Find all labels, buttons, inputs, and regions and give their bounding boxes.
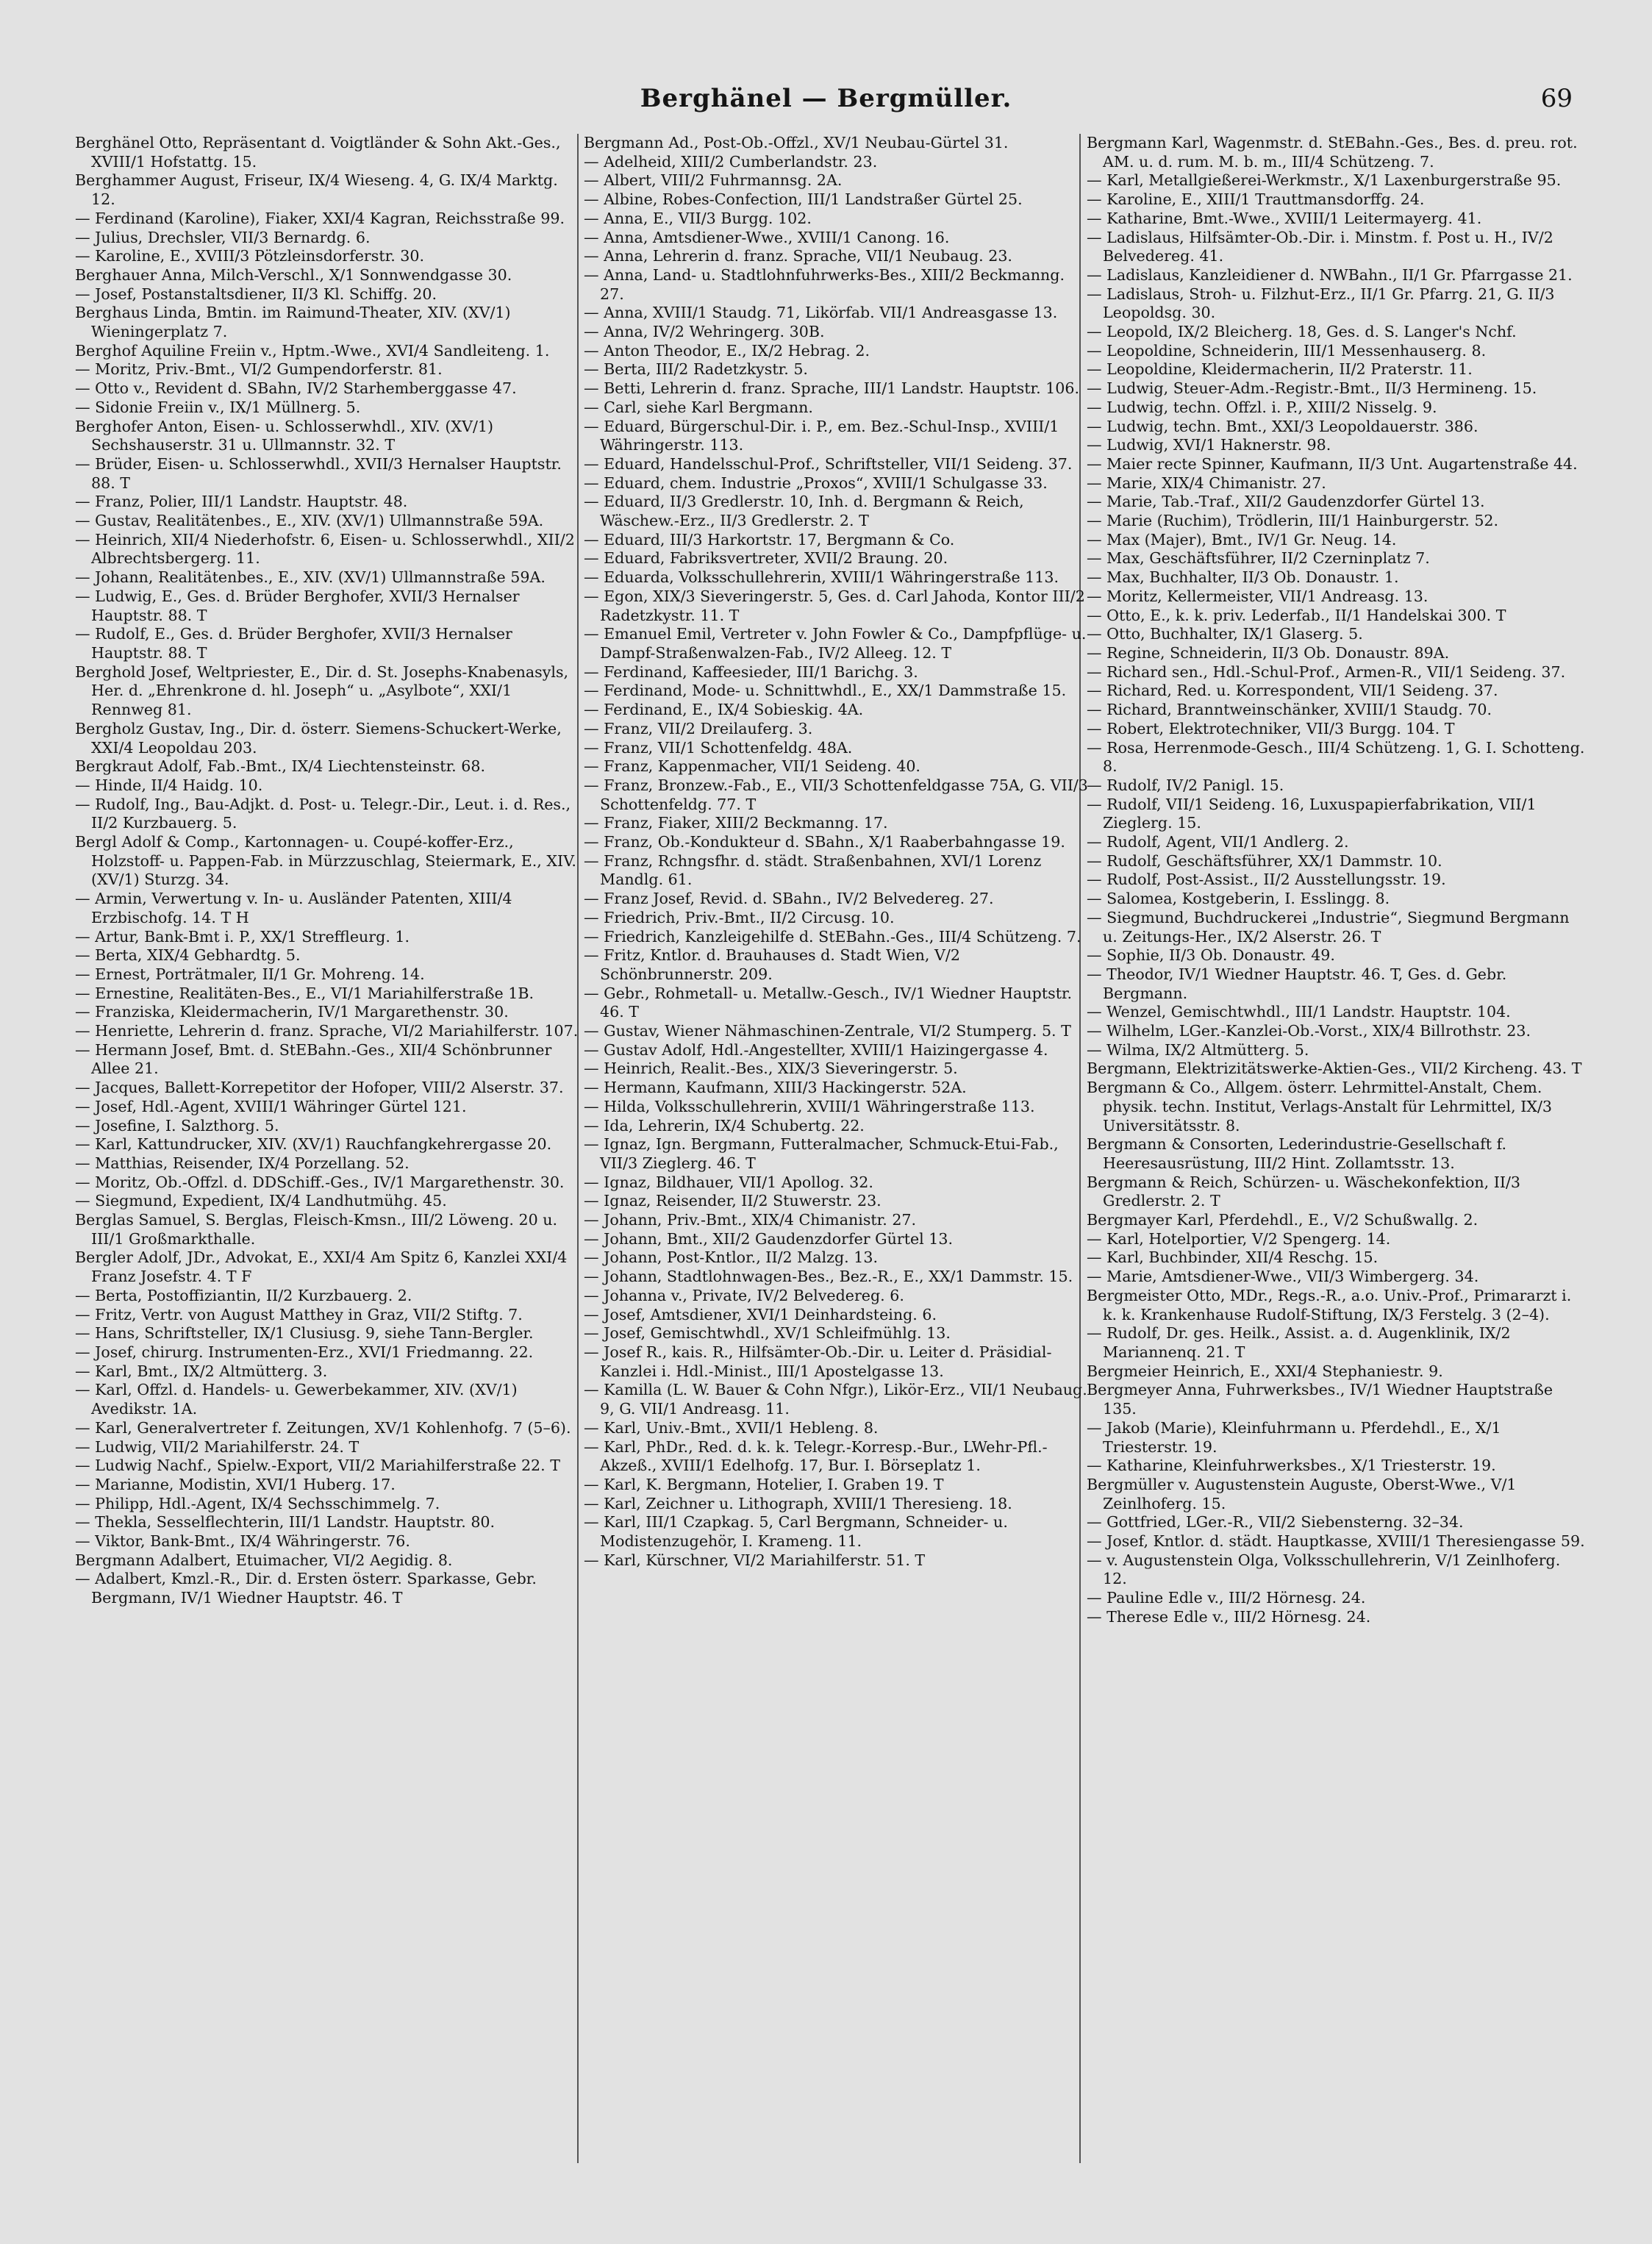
directory-entry: — Moritz, Kellermeister, VII/1 Andreasg. 13. [1087,587,1428,605]
directory-entry: — Anna, Lehrerin d. franz. Sprache, VII/1 Neubaug. 23. [584,247,1012,265]
directory-entry: — Ludwig, techn. Bmt., XXI/3 Leopoldauerstr. 386. [1087,417,1478,435]
directory-entry: — Philipp, Hdl.-Agent, IX/4 Sechsschimmelg. 7. [75,1494,440,1512]
directory-entry: — Josef, Gemischtwhdl., XV/1 Schleifmühlg. 13. [584,1324,951,1343]
directory-entry: — Siegmund, Expedient, IX/4 Landhutmühg. 45. [75,1192,447,1210]
directory-entry: Bergholz Gustav, Ing., Dir. d. österr. Siemens-Schuckert-Werke, XXI/4 Leopoldau 203. [75,719,562,757]
directory-entry: Bergmann & Consorten, Lederindustrie-Gesellschaft f. Heeresausrüstung, III/2 Hint. Zollamtsstr. 13. [1087,1135,1507,1172]
directory-entry: — Albert, VIII/2 Fuhrmannsg. 2A. [584,171,843,190]
directory-entry: Bergmann & Co., Allgem. österr. Lehrmittel-Anstalt, Chem. physik. techn. Institut, Verlags-Anstalt für Lehrmittel, IX/3 Universitätsstr. 8. [1087,1079,1553,1134]
directory-entry: — Karoline, E., XVIII/3 Pötzleinsdorferstr. 30. [75,247,425,265]
directory-entry: — Gustav Adolf, Hdl.-Angestellter, XVIII/1 Haizingergasse 4. [584,1040,1048,1059]
directory-entry: — Otto v., Revident d. SBahn, IV/2 Starhemberggasse 47. [75,379,517,398]
directory-entry: — Eduard, Fabriksvertreter, XVII/2 Braung. 20. [584,549,948,568]
directory-entry: — Regine, Schneiderin, II/3 Ob. Donaustr. 89A. [1087,643,1450,662]
directory-entry: — Ignaz, Bildhauer, VII/1 Apollog. 32. [584,1173,873,1191]
directory-entry: — Anna, XVIII/1 Staudg. 71, Likörfab. VII/1 Andreasgasse 13. [584,304,1058,322]
directory-entry: Bergler Adolf, JDr., Advokat, E., XXI/4 Am Spitz 6, Kanzlei XXI/4 Franz Josefstr. 4. T F [75,1248,568,1286]
directory-entry: — Eduard, chem. Industrie „Proxos“, XVIII/1 Schulgasse 33. [584,474,1048,492]
directory-entry: — Ferdinand, E., IX/4 Sobieskig. 4A. [584,701,864,719]
directory-entry: — Ludwig, Steuer-Adm.-Registr.-Bmt., II/3 Hermineng. 15. [1087,379,1537,398]
directory-entry: — Siegmund, Buchdruckerei „Industrie“, Siegmund Bergmann u. Zeitungs-Her., IX/2 Alserstr. 26. T [1087,908,1570,946]
directory-entry: — Richard sen., Hdl.-Schul-Prof., Armen-R., VII/1 Seideng. 37. [1087,662,1566,681]
directory-entry: — Wilma, IX/2 Altmütterg. 5. [1087,1040,1309,1059]
directory-entry: — Heinrich, XII/4 Niederhofstr. 6, Eisen- u. Schlosserwhdl., XII/2 Albrechtsbergerg. 11. [75,530,575,568]
directory-entry: — Ludwig Nachf., Spielw.-Export, VII/2 Mariahilferstraße 22. T [75,1457,560,1475]
directory-entry: — Franz, Fiaker, XIII/2 Beckmanng. 17. [584,814,888,832]
directory-entry: — Gustav, Realitätenbes., E., XIV. (XV/1) Ullmannstraße 59A. [75,512,544,530]
directory-entry: — Eduard, Bürgerschul-Dir. i. P., em. Bez.-Schul-Insp., XVIII/1 Währingerstr. 113. [584,417,1059,454]
directory-entry: Bergmann Karl, Wagenmstr. d. StEBahn.-Ges., Bes. d. preu. rot. AM. u. d. rum. M. b. m., III/4 Schützeng. 7. [1087,134,1578,171]
directory-entry: Bergl Adolf & Comp., Kartonnagen- u. Coupé-koffer-Erz., Holzstoff- u. Pappen-Fab. in Mürzzuschlag, Steiermark, E., XIV. (XV/1) Sturzg. 34. [75,833,576,889]
directory-entry: — Rosa, Herrenmode-Gesch., III/4 Schützeng. 1, G. I. Schotteng. 8. [1087,738,1585,776]
running-head: Berghänel — Bergmüller. [640,84,1012,113]
directory-entry: — Johann, Priv.-Bmt., XIX/4 Chimanistr. 27. [584,1211,917,1229]
directory-entry: — Franziska, Kleidermacherin, IV/1 Margarethenstr. 30. [75,1003,509,1021]
directory-entry: — Viktor, Bank-Bmt., IX/4 Währingerstr. 76. [75,1532,410,1551]
directory-entry: — Richard, Branntweinschänker, XVIII/1 Staudg. 70. [1087,701,1492,719]
directory-entry: — Max, Geschäftsführer, II/2 Czerninplatz 7. [1087,549,1430,568]
directory-entry: — Ferdinand (Karoline), Fiaker, XXI/4 Kagran, Reichsstraße 99. [75,209,565,227]
directory-entry: — Maier recte Spinner, Kaufmann, II/3 Unt. Augartenstraße 44. [1087,454,1578,473]
page-number: 69 [1540,84,1573,113]
directory-entry: — Anna, Land- u. Stadtlohnfuhrwerks-Bes., XIII/2 Beckmanng. 27. [584,265,1065,303]
directory-entry: — Karl, Kattundrucker, XIV. (XV/1) Rauchfangkehrergasse 20. [75,1135,552,1154]
directory-entry: — Anton Theodor, E., IX/2 Hebrag. 2. [584,341,870,360]
directory-entry: — Eduard, III/3 Harkortstr. 17, Bergmann & Co. [584,530,955,549]
directory-entry: — Hinde, II/4 Haidg. 10. [75,776,263,794]
directory-entry: — Carl, siehe Karl Bergmann. [584,398,813,416]
directory-entry: — Albine, Robes-Confection, III/1 Landstraßer Gürtel 25. [584,190,1023,209]
directory-entry: — Johann, Bmt., XII/2 Gaudenzdorfer Gürtel 13. [584,1229,954,1248]
directory-entry: — Berta, Postoffiziantin, II/2 Kurzbauerg. 2. [75,1286,412,1304]
directory-entry: — Katharine, Kleinfuhrwerksbes., X/1 Triesterstr. 19. [1087,1457,1496,1475]
directory-entry: — Franz, VII/2 Dreilauferg. 3. [584,719,813,737]
directory-entry: — Rudolf, E., Ges. d. Brüder Berghofer, XVII/3 Hernalser Hauptstr. 88. T [75,625,512,662]
directory-entry: — Rudolf, Geschäftsführer, XX/1 Dammstr. 10. [1087,851,1442,870]
directory-entry: — Josef, Amtsdiener, XVI/1 Deinhardsteing. 6. [584,1305,937,1323]
directory-entry: Bergmeister Otto, MDr., Regs.-R., a.o. Univ.-Prof., Primararzt i. k. k. Krankenhause Rudolf-Stiftung, IX/3 Ferstelg. 3 (2–4). [1087,1286,1572,1323]
directory-entry: — Marianne, Modistin, XVI/1 Huberg. 17. [75,1475,396,1493]
page-header [0,79,1652,124]
directory-entry: — Friedrich, Priv.-Bmt., II/2 Circusg. 10. [584,908,895,926]
directory-entry: Bergmeyer Anna, Fuhrwerksbes., IV/1 Wiedner Hauptstraße 135. [1087,1381,1553,1418]
directory-entry: — Thekla, Sesselflechterin, III/1 Landstr. Hauptstr. 80. [75,1513,496,1532]
directory-entry: — Rudolf, Post-Assist., II/2 Ausstellungsstr. 19. [1087,871,1446,889]
directory-entry: — Matthias, Reisender, IX/4 Porzellang. 52. [75,1154,410,1172]
directory-entry: — Anna, IV/2 Wehringerg. 30B. [584,323,825,341]
directory-entry: Berghof Aquiline Freiin v., Hptm.-Wwe., XVI/4 Sandleiteng. 1. [75,341,550,360]
directory-entry: — Karl, Kürschner, VI/2 Mariahilferstr. 51. T [584,1551,926,1569]
directory-entry: — Ludwig, E., Ges. d. Brüder Berghofer, XVII/3 Hernalser Hauptstr. 88. T [75,587,520,624]
directory-entry: — Ladislaus, Stroh- u. Filzhut-Erz., II/1 Gr. Pfarrg. 21, G. II/3 Leopoldsg. 30. [1087,285,1555,322]
directory-entry: — Theodor, IV/1 Wiedner Hauptstr. 46. T, Ges. d. Gebr. Bergmann. [1087,965,1507,1002]
directory-entry: Berghänel Otto, Repräsentant d. Voigtländer & Sohn Akt.-Ges., XVIII/1 Hofstattg. 15. [75,134,561,171]
directory-entry: — Artur, Bank-Bmt i. P., XX/1 Streffleurg. 1. [75,927,410,946]
directory-entry: — Gebr., Rohmetall- u. Metallw.-Gesch., IV/1 Wiedner Hauptstr. 46. T [584,984,1073,1021]
directory-entry: — Ladislaus, Kanzleidiener d. NWBahn., II/1 Gr. Pfarrgasse 21. [1087,265,1573,284]
directory-entry: — Therese Edle v., III/2 Hörnesg. 24. [1087,1607,1371,1626]
directory-entry: — Salomea, Kostgeberin, I. Esslingg. 8. [1087,890,1390,908]
directory-entry: — v. Augustenstein Olga, Volksschullehrerin, V/1 Zeinlhoferg. 12. [1087,1551,1561,1588]
directory-entry: — Emanuel Emil, Vertreter v. John Fowler & Co., Dampfpflüge- u. Dampf-Straßenwalzen-Fab., IV/2 Alleeg. 12. T [584,625,1087,662]
directory-entry: — Johann, Stadtlohnwagen-Bes., Bez.-R., E., XX/1 Dammstr. 15. [584,1268,1073,1286]
directory-entry: — Josef R., kais. R., Hilfsämter-Ob.-Dir. u. Leiter d. Präsidial-Kanzlei i. Hdl.-Minist., III/1 Apostelgasse 13. [584,1343,1052,1380]
directory-entry: — Gottfried, LGer.-R., VII/2 Siebensterng. 32–34. [1087,1513,1464,1532]
directory-entry: — Karl, K. Bergmann, Hotelier, I. Graben 19. T [584,1475,944,1493]
directory-entry: — Ludwig, XVI/1 Haknerstr. 98. [1087,436,1331,454]
directory-entry: — Fritz, Vertr. von August Matthey in Graz, VII/2 Stiftg. 7. [75,1305,523,1323]
directory-entry: — Max (Majer), Bmt., IV/1 Gr. Neug. 14. [1087,530,1397,549]
directory-entry: Berghofer Anton, Eisen- u. Schlosserwhdl., XIV. (XV/1) Sechshauserstr. 31 u. Ullmannstr. 32. T [75,417,494,454]
directory-entry: — Karl, Buchbinder, XII/4 Reschg. 15. [1087,1248,1379,1267]
directory-entry: — Karl, Generalvertreter f. Zeitungen, XV/1 Kohlenhofg. 7 (5–6). [75,1418,571,1437]
directory-entry: — Julius, Drechsler, VII/3 Bernardg. 6. [75,228,371,246]
directory-entry: — Karl, Univ.-Bmt., XVII/1 Hebleng. 8. [584,1418,879,1437]
directory-entry: — Hans, Schriftsteller, IX/1 Clusiusg. 9, siehe Tann-Bergler. [75,1324,534,1343]
directory-entry: — Jacques, Ballett-Korrepetitor der Hofoper, VIII/2 Alserstr. 37. [75,1079,564,1097]
directory-entry: — Ludwig, VII/2 Mariahilferstr. 24. T [75,1437,360,1456]
directory-entry: — Sophie, II/3 Ob. Donaustr. 49. [1087,946,1335,965]
directory-entry: — Henriette, Lehrerin d. franz. Sprache, VI/2 Mariahilferstr. 107. [75,1022,579,1040]
directory-entry: — Marie, Amtsdiener-Wwe., VII/3 Wimbergerg. 34. [1087,1268,1479,1286]
directory-entry: Bergkraut Adolf, Fab.-Bmt., IX/4 Liechtensteinstr. 68. [75,757,485,776]
directory-entry: — Leopoldine, Kleidermacherin, II/2 Praterstr. 11. [1087,360,1473,379]
directory-entry: — Franz, Bronzew.-Fab., E., VII/3 Schottenfeldgasse 75A, G. VII/3 Schottenfeldg. 77. T [584,776,1088,813]
directory-entry: — Brüder, Eisen- u. Schlosserwhdl., XVII/3 Hernalser Hauptstr. 88. T [75,454,562,492]
directory-entry: — Eduard, II/3 Gredlerstr. 10, Inh. d. Bergmann & Reich, Wäschew.-Erz., II/3 Gredlerstr. 2. T [584,493,1024,530]
directory-entry: — Karl, Hotelportier, V/2 Spengerg. 14. [1087,1229,1391,1248]
directory-entry: — Johann, Post-Kntlor., II/2 Malzg. 13. [584,1248,878,1267]
directory-entry: — Richard, Red. u. Korrespondent, VII/1 Seideng. 37. [1087,682,1498,700]
directory-entry: — Egon, XIX/3 Sieveringerstr. 5, Ges. d. Carl Jahoda, Kontor III/2 Radetzkystr. 11. T [584,587,1085,624]
directory-entry: Bergmann Ad., Post-Ob.-Offzl., XV/1 Neubau-Gürtel 31. [584,134,1009,151]
directory-entry: Berghammer August, Friseur, IX/4 Wieseng. 4, G. IX/4 Marktg. 12. [75,171,558,209]
directory-entry: Berghaus Linda, Bmtin. im Raimund-Theater, XIV. (XV/1) Wieningerplatz 7. [75,304,511,341]
directory-entry: Bergmüller v. Augustenstein Auguste, Oberst-Wwe., V/1 Zeinlhoferg. 15. [1087,1475,1517,1512]
column-2 [584,134,1091,2178]
directory-entry: — Josef, Kntlor. d. städt. Hauptkasse, XVIII/1 Theresiengasse 59. [1087,1532,1585,1551]
column-1 [75,134,582,2178]
directory-entry: — Franz Josef, Revid. d. SBahn., IV/2 Belvedereg. 27. [584,890,994,908]
directory-entry: — Otto, E., k. k. priv. Lederfab., II/1 Handelskai 300. T [1087,606,1506,624]
directory-entry: — Betti, Lehrerin d. franz. Sprache, III/1 Landstr. Hauptstr. 106. [584,379,1080,398]
directory-entry: — Josefine, I. Salzthorg. 5. [75,1116,279,1134]
directory-entry: — Anna, Amtsdiener-Wwe., XVIII/1 Canong. 16. [584,228,950,246]
directory-entry: — Johanna v., Private, IV/2 Belvedereg. 6. [584,1286,904,1304]
directory-entry: — Leopoldine, Schneiderin, III/1 Messenhauserg. 8. [1087,341,1487,360]
directory-entry: Bergmann & Reich, Schürzen- u. Wäschekonfektion, II/3 Gredlerstr. 2. T [1087,1173,1521,1210]
directory-entry: — Robert, Elektrotechniker, VII/3 Burgg. 104. T [1087,719,1455,737]
directory-entry: — Ernestine, Realitäten-Bes., E., VI/1 Mariahilferstraße 1B. [75,984,534,1002]
directory-entry: — Eduarda, Volksschullehrerin, XVIII/1 Währingerstraße 113. [584,568,1059,587]
directory-entry: — Rudolf, IV/2 Panigl. 15. [1087,776,1284,794]
directory-entry: — Hermann, Kaufmann, XIII/3 Hackingerstr. 52A. [584,1079,967,1097]
directory-entry: — Ignaz, Reisender, II/2 Stuwerstr. 23. [584,1192,882,1210]
directory-entry: — Franz, VII/1 Schottenfeldg. 48A. [584,738,853,757]
directory-entry: — Marie, XIX/4 Chimanistr. 27. [1087,474,1326,492]
directory-entry: — Karl, PhDr., Red. d. k. k. Telegr.-Korresp.-Bur., LWehr-Pfl.-Akzeß., XVIII/1 Edelhofg. 17, Bur. I. Börseplatz 1. [584,1437,1048,1475]
directory-entry: — Anna, E., VII/3 Burgg. 102. [584,209,812,227]
directory-entry: — Hermann Josef, Bmt. d. StEBahn.-Ges., XII/4 Schönbrunner Allee 21. [75,1040,552,1078]
directory-entry: — Wilhelm, LGer.-Kanzlei-Ob.-Vorst., XIX/4 Billrothstr. 23. [1087,1022,1531,1040]
directory-entry: — Karl, Zeichner u. Lithograph, XVIII/1 Theresieng. 18. [584,1494,1012,1512]
directory-entry: — Ludwig, techn. Offzl. i. P., XIII/2 Nisselg. 9. [1087,398,1437,416]
directory-entry: — Ferdinand, Mode- u. Schnittwhdl., E., XX/1 Dammstraße 15. [584,682,1067,700]
directory-entry: — Otto, Buchhalter, IX/1 Glaserg. 5. [1087,625,1363,643]
directory-entry: — Adalbert, Kmzl.-R., Dir. d. Ersten österr. Sparkasse, Gebr. Bergmann, IV/1 Wiedner Hauptstr. 46. T [75,1570,537,1607]
directory-entry: — Gustav, Wiener Nähmaschinen-Zentrale, VI/2 Stumperg. 5. T [584,1022,1071,1040]
directory-entry: — Franz, Kappenmacher, VII/1 Seideng. 40. [584,757,920,776]
directory-entry: — Leopold, IX/2 Bleicherg. 18, Ges. d. S. Langer's Nchf. [1087,323,1517,341]
directory-entry: — Rudolf, VII/1 Seideng. 16, Luxuspapierfabrikation, VII/1 Zieglerg. 15. [1087,795,1537,832]
directory-entry: — Ignaz, Ign. Bergmann, Futteralmacher, Schmuck-Etui-Fab., VII/3 Zieglerg. 46. T [584,1135,1059,1172]
directory-entry: — Hilda, Volksschullehrerin, XVIII/1 Währingerstraße 113. [584,1097,1035,1115]
directory-entry: Bergmayer Karl, Pferdehdl., E., V/2 Schußwallg. 2. [1087,1211,1478,1229]
directory-entry: — Karl, Metallgießerei-Werkmstr., X/1 Laxenburgerstraße 95. [1087,171,1562,190]
directory-entry: — Berta, XIX/4 Gebhardtg. 5. [75,946,301,965]
directory-entry: — Franz, Rchngsfhr. d. städt. Straßenbahnen, XVI/1 Lorenz Mandlg. 61. [584,851,1042,889]
directory-entry: — Kamilla (L. W. Bauer & Cohn Nfgr.), Likör-Erz., VII/1 Neubaug. 9, G. VII/1 Andreasg. 11. [584,1381,1087,1418]
directory-entry: — Ida, Lehrerin, IX/4 Schubertg. 22. [584,1116,865,1134]
directory-entry: — Rudolf, Dr. ges. Heilk., Assist. a. d. Augenklinik, IX/2 Mariannenq. 21. T [1087,1324,1511,1361]
directory-entry: Berglas Samuel, S. Berglas, Fleisch-Kmsn., III/2 Löweng. 20 u. III/1 Großmarkthalle. [75,1211,558,1248]
directory-entry: — Ladislaus, Hilfsämter-Ob.-Dir. i. Minstm. f. Post u. H., IV/2 Belvedereg. 41. [1087,228,1553,265]
directory-entry: — Wenzel, Gemischtwhdl., III/1 Landstr. Hauptstr. 104. [1087,1003,1511,1021]
directory-entry: — Pauline Edle v., III/2 Hörnesg. 24. [1087,1589,1366,1607]
directory-entry: — Marie, Tab.-Traf., XII/2 Gaudenzdorfer Gürtel 13. [1087,493,1485,511]
directory-entry: Bergmeier Heinrich, E., XXI/4 Stephaniestr. 9. [1087,1362,1443,1380]
directory-entry: — Adelheid, XIII/2 Cumberlandstr. 23. [584,152,878,171]
directory-entry: — Jakob (Marie), Kleinfuhrmann u. Pferdehdl., E., X/1 Triesterstr. 19. [1087,1418,1501,1456]
directory-entry: Bergmann Adalbert, Etuimacher, VI/2 Aegidig. 8. [75,1551,453,1569]
directory-entry: Bergmann, Elektrizitätswerke-Aktien-Ges., VII/2 Kircheng. 43. T [1087,1060,1582,1078]
directory-entry: — Fritz, Kntlor. d. Brauhauses d. Stadt Wien, V/2 Schönbrunnerstr. 209. [584,946,960,983]
directory-entry: — Friedrich, Kanzleigehilfe d. StEBahn.-Ges., III/4 Schützeng. 7. [584,927,1081,946]
directory-entry: — Karoline, E., XIII/1 Trauttmansdorffg. 24. [1087,190,1425,209]
directory-entry: — Eduard, Handelsschul-Prof., Schriftsteller, VII/1 Seideng. 37. [584,454,1073,473]
directory-entry: — Marie (Ruchim), Trödlerin, III/1 Hainburgerstr. 52. [1087,512,1499,530]
directory-entry: — Franz, Ob.-Kondukteur d. SBahn., X/1 Raaberbahngasse 19. [584,833,1065,851]
directory-entry: — Karl, Bmt., IX/2 Altmütterg. 3. [75,1362,328,1380]
directory-entry: — Ernest, Porträtmaler, II/1 Gr. Mohreng. 14. [75,965,425,983]
directory-entry: — Franz, Polier, III/1 Landstr. Hauptstr. 48. [75,493,408,511]
directory-entry: — Moritz, Priv.-Bmt., VI/2 Gumpendorferstr. 81. [75,360,443,379]
directory-entry: — Karl, III/1 Czapkag. 5, Carl Bergmann, Schneider- u. Modistenzugehör, I. Krameng. 11. [584,1513,1008,1551]
directory-entry: — Sidonie Freiin v., IX/1 Müllnerg. 5. [75,398,361,416]
directory-entry: — Berta, III/2 Radetzkystr. 5. [584,360,808,379]
column-3 [1087,134,1587,2178]
directory-entry: — Ferdinand, Kaffeesieder, III/1 Barichg. 3. [584,662,918,681]
directory-entry: — Johann, Realitätenbes., E., XIV. (XV/1) Ullmannstraße 59A. [75,568,546,587]
directory-entry: — Max, Buchhalter, II/3 Ob. Donaustr. 1. [1087,568,1399,587]
directory-entry: — Rudolf, Agent, VII/1 Andlerg. 2. [1087,833,1349,851]
directory-entry: — Moritz, Ob.-Offzl. d. DDSchiff.-Ges., IV/1 Margarethenstr. 30. [75,1173,565,1191]
directory-entry: — Josef, Postanstaltsdiener, II/3 Kl. Schiffg. 20. [75,285,437,303]
directory-entry: — Heinrich, Realit.-Bes., XIX/3 Sieveringerstr. 5. [584,1060,958,1078]
directory-entry: — Katharine, Bmt.-Wwe., XVIII/1 Leitermayerg. 41. [1087,209,1482,227]
directory-entry: — Rudolf, Ing., Bau-Adjkt. d. Post- u. Telegr.-Dir., Leut. i. d. Res., II/2 Kurzbauerg. 5. [75,795,571,832]
directory-entry: — Josef, chirurg. Instrumenten-Erz., XVI/1 Friedmanng. 22. [75,1343,534,1361]
directory-entry: — Josef, Hdl.-Agent, XVIII/1 Währinger Gürtel 121. [75,1097,467,1115]
directory-entry: — Karl, Offzl. d. Handels- u. Gewerbekammer, XIV. (XV/1) Avedikstr. 1A. [75,1381,518,1418]
directory-entry: Berghauer Anna, Milch-Verschl., X/1 Sonnwendgasse 30. [75,265,512,284]
directory-entry: — Armin, Verwertung v. In- u. Ausländer Patenten, XIII/4 Erzbischofg. 14. T H [75,890,512,926]
directory-entry: Berghold Josef, Weltpriester, E., Dir. d. St. Josephs-Knabenasyls, Her. d. „Ehrenkrone d. hl. Joseph“ u. „Asylbote“, XXI/1 Rennweg 81. [75,662,569,719]
